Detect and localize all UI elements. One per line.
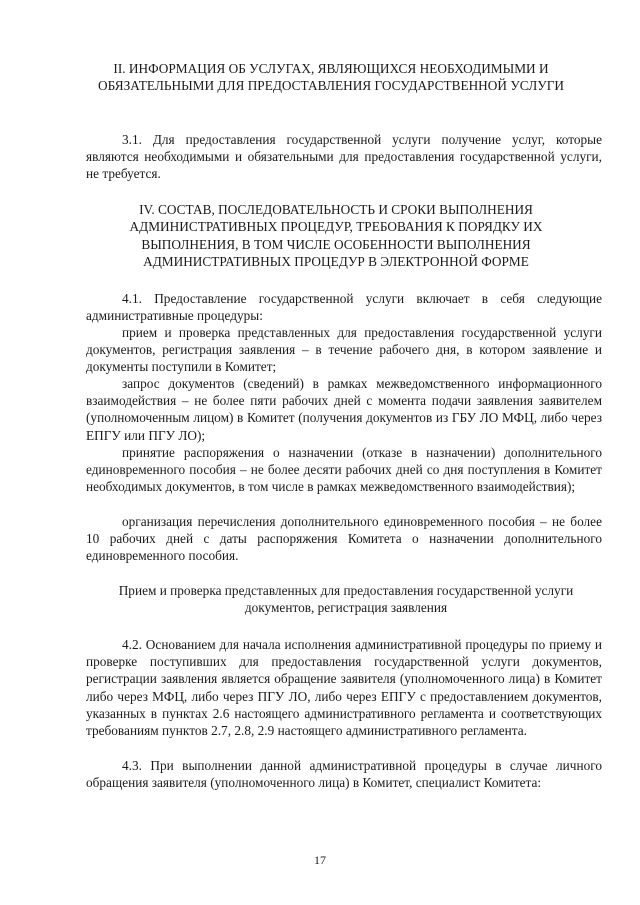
- section-2-heading: II. ИНФОРМАЦИЯ ОБ УСЛУГАХ, ЯВЛЯЮЩИХСЯ НЕОБХОДИМЫМИ И ОБЯЗАТЕЛЬНЫМИ ДЛЯ ПРЕДОСТАВЛЕНИЯ ГОСУДАРСТВЕННОЙ УСЛУГИ: [97, 61, 564, 94]
- paragraph-4-3: 4.3. При выполнении данной административной процедуры в случае личного обращения заявителя (уполномоченного лица) в Комитет, специалист Комитета:: [86, 758, 602, 791]
- page-number: 17: [314, 853, 326, 867]
- list-item-3: принятие распоряжения о назначении (отказе в назначении) дополнительного единовременного пособия – не более десяти рабочих дней со дня поступления в Комитет необходимых документов, в том числе в рамках межведомственного взаимодействия);: [86, 445, 602, 495]
- paragraph-4-2: 4.2. Основанием для начала исполнения административной процедуры по приему и проверке поступивших для предоставления государственной услуги документов, регистрации заявления является обращение заявителя (уполномоченного лица) в Комитет либо через МФЦ, либо через ПГУ ЛО, либо через ЕПГУ с предоставлением документов, указанных в пунктах 2.6 настоящего административного регламента и соответствующих требованиям пунктов 2.7, 2.8, 2.9 настоящего административного регламента.: [86, 637, 602, 739]
- subsection-heading: Прием и проверка представленных для предоставления государственной услуги документов, регистрация заявления: [118, 583, 574, 616]
- list-item-2: запрос документов (сведений) в рамках межведомственного информационного взаимодействия – не более пяти рабочих дней с момента подачи заявления заявителем (уполномоченным лицом) в Комитет (получения документов из ГБУ ЛО МФЦ, либо через ЕПГУ или ПГУ ЛО);: [86, 376, 602, 443]
- paragraph-4-1: 4.1. Предоставление государственной услуги включает в себя следующие административные процедуры:: [86, 291, 602, 324]
- list-item-4: организация перечисления дополнительного единовременного пособия – не более 10 рабочих дней с даты распоряжения Комитета о назначении дополнительного единовременного пособия.: [86, 514, 602, 564]
- section-4-heading: IV. СОСТАВ, ПОСЛЕДОВАТЕЛЬНОСТЬ И СРОКИ ВЫПОЛНЕНИЯ АДМИНИСТРАТИВНЫХ ПРОЦЕДУР, ТРЕБОВАНИЯ К ПОРЯДКУ ИХ ВЫПОЛНЕНИЯ, В ТОМ ЧИСЛЕ ОСОБЕННОСТИ ВЫПОЛНЕНИЯ АДМИНИСТРАТИВНЫХ ПРОЦЕДУР В ЭЛЕКТРОННОЙ ФОРМЕ: [129, 202, 543, 270]
- paragraph-3-1: 3.1. Для предоставления государственной услуги получение услуг, которые являются необходимыми и обязательными для предоставления государственной услуги, не требуется.: [86, 132, 602, 182]
- list-item-1: прием и проверка представленных для предоставления государственной услуги документов, регистрация заявления – в течение рабочего дня, в котором заявление и документы поступили в Комитет;: [86, 325, 602, 375]
